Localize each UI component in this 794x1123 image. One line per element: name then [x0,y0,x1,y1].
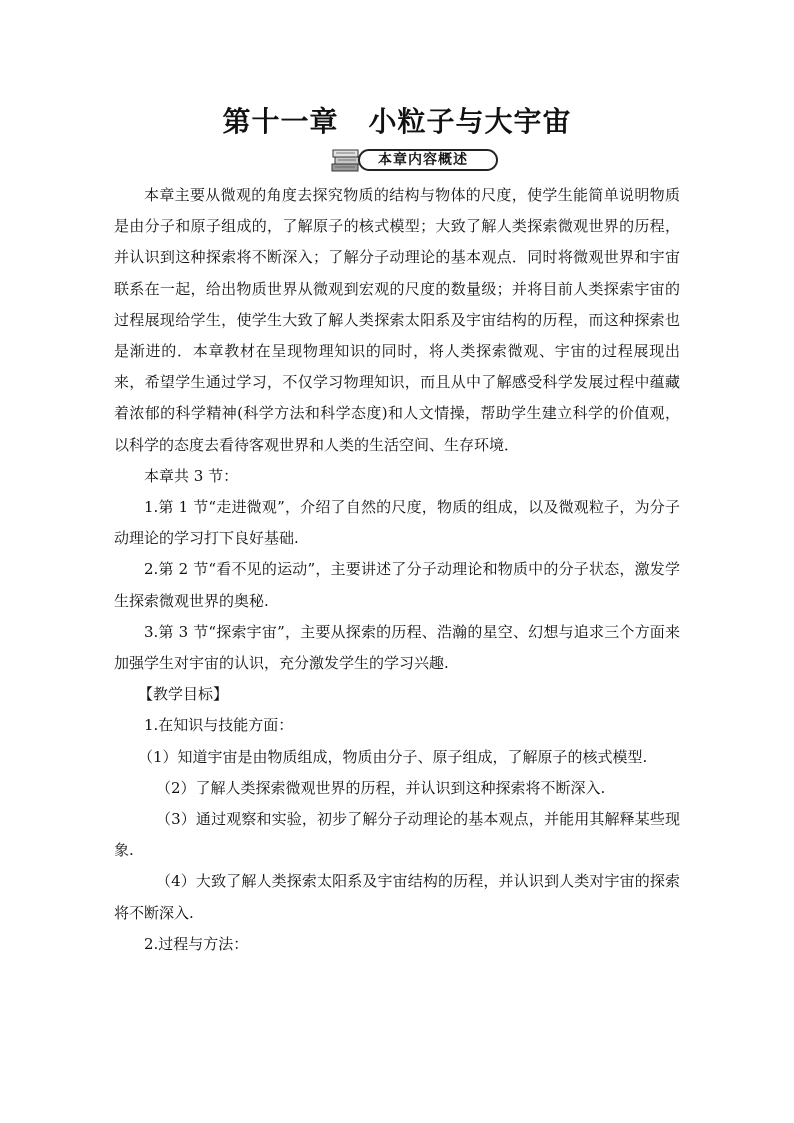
section-item-2: 2.第 2 节“看不见的运动”，主要讲述了分子动理论和物质中的分子状态，激发学生探索微观世界的奥秘. [114,560,680,610]
objective-1-item-3: （3）通过观察和实验，初步了解分子动理论的基本观点，并能用其解释某些现象. [114,810,680,860]
objective-1-item-1: （1）知道宇宙是由物质组成，物质由分子、原子组成，了解原子的核式模型. [138,747,648,766]
section-count: 本章共 3 节： [144,466,239,485]
chapter-name: 小粒子与大宇宙 [368,105,572,138]
objective-1-item-4: （4）大致了解人类探索太阳系及宇宙结构的历程，并认识到人类对宇宙的探索将不断深入. [114,872,680,922]
overview-paragraph: 本章主要从微观的角度去探究物质的结构与物体的尺度，使学生能简单说明物质是由分子和原子组成的，了解原子的核式模型；大致了解人类探索微观世界的历程，并认识到这种探索将不断深入；了解分子动理论的基本观点．同时将微观世界和宇宙联系在一起，给出物质世界从微观到宏观的尺度的数量级；并将目前人类探索宇宙的过程展现给学生，使学生大致了解人类探索太阳系及宇宙结构的历程，而这种探索也是渐进的．本章教材在呈现物理知识的同时，将人类探索微观、宇宙的过程展现出来，希望学生通过学习，不仅学习物理知识，而且从中了解感受科学发展过程中蕴藏着浓郁的科学精神(科学方法和科学态度)和人文情操，帮助学生建立科学的价值观，以科学的态度去看待客观世界和人类的生活空间、生存环境． [114,186,680,454]
banner-pill [358,149,498,171]
chapter-number: 第十一章 [222,105,339,138]
section-item-3: 3.第 3 节“探索宇宙”，主要从探索的历程、浩瀚的星空、幻想与追求三个方面来加强学生对宇宙的认识，充分激发学生的学习兴趣. [114,622,680,673]
document-body [114,180,680,960]
objectives-heading: 【教学目标】 [138,685,229,704]
banner-label: 本章内容概述 [378,152,468,168]
section-item-1: 1.第 1 节“走进微观”，介绍了自然的尺度，物质的组成，以及微观粒子，为分子动理论的学习打下良好基础. [114,498,680,548]
chapter-title [0,100,794,140]
objective-1-heading: 1.在知识与技能方面： [144,716,294,735]
section-banner [330,146,500,174]
objective-1-item-2: （2）了解人类探索微观世界的历程，并认识到这种探索将不断深入. [156,778,606,797]
objective-2-heading: 2.过程与方法： [144,934,249,953]
